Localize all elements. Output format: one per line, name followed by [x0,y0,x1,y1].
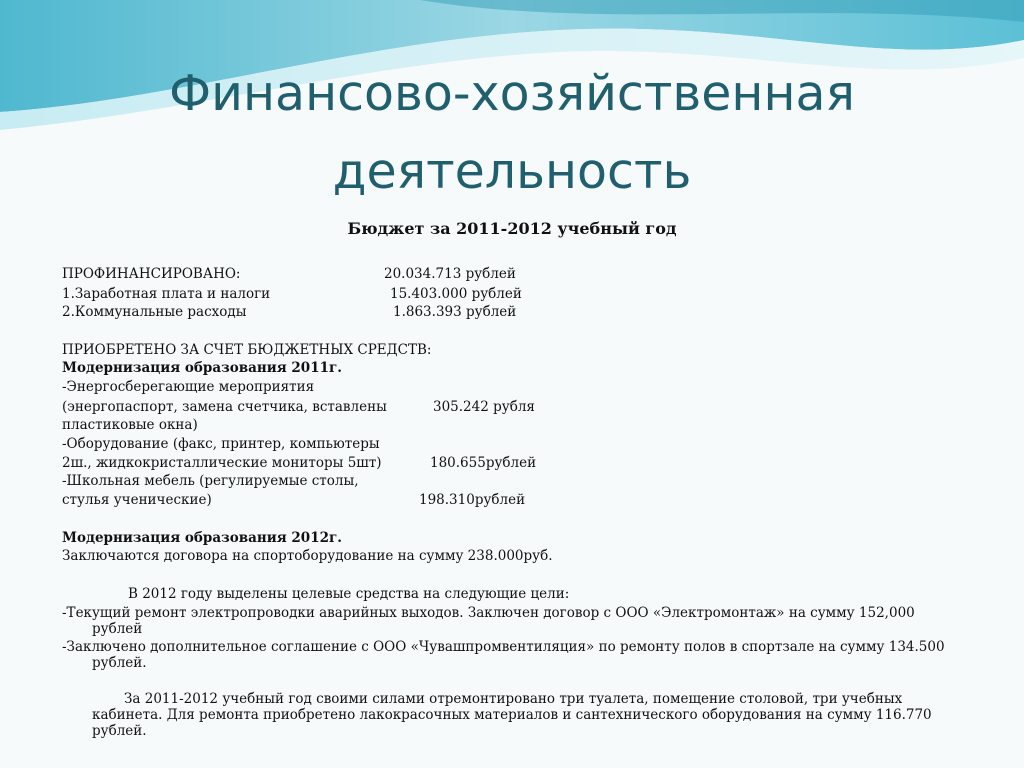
mod2011-heading: Модернизация образования 2011г. [62,360,342,376]
targeted-item2-cont: рублей. [92,655,147,671]
mod2012-heading: Модернизация образования 2012г. [62,530,342,546]
funding-item2-value: 1.863.393 рублей [393,304,517,320]
slide-subtitle: Бюджет за 2011-2012 учебный год [347,219,677,238]
targeted-item1-cont: рублей [92,621,143,637]
furniture-line2: стулья ученические) [62,492,212,508]
funding-item2-label: 2.Коммунальные расходы [62,304,247,320]
own-repair-line3: рублей. [92,723,147,739]
slide-title-line1: Финансово-хозяйственная [168,65,856,122]
equipment-line1: -Оборудование (факс, принтер, компьютеры [62,436,380,452]
energy-value: 305.242 рубля [433,399,535,415]
funding-item1-label: 1.Заработная плата и налоги [62,286,271,302]
furniture-line1: -Школьная мебель (регулируемые столы, [62,473,359,489]
slide-title-line2: деятельность [332,143,692,200]
targeted-intro: В 2012 году выделены целевые средства на следующие цели: [128,586,570,602]
mod2012-text: Заключаются договора на спортоборудование на сумму 238.000руб. [62,548,553,564]
targeted-item1: -Текущий ремонт электропроводки аварийных выходов. Заключен договор с ООО «Электромонтаж» на сумму 152,000 [62,605,915,621]
funding-total-value: 20.034.713 рублей [384,266,516,282]
funding-total-label: ПРОФИНАНСИРОВАНО: [62,266,241,282]
furniture-value: 198.310рублей [419,492,526,508]
energy-line3: пластиковые окна) [62,417,198,433]
purchases-header: ПРИОБРЕТЕНО ЗА СЧЕТ БЮДЖЕТНЫХ СРЕДСТВ: [62,342,432,358]
funding-item1-value: 15.403.000 рублей [390,286,522,302]
equipment-value: 180.655рублей [430,455,537,471]
targeted-item2: -Заключено дополнительное соглашение с ООО «Чувашпромвентиляция» по ремонту полов в спортзале на сумму 134.500 [62,639,945,655]
energy-line1: -Энергосберегающие мероприятия [62,379,315,395]
own-repair-line2: кабинета. Для ремонта приобретено лакокрасочных материалов и сантехнического оборудования на сумму 116.770 [92,707,932,723]
own-repair-line1: За 2011-2012 учебный год своими силами отремонтировано три туалета, помещение столовой, три учебных [124,691,903,707]
equipment-line2: 2ш., жидкокристаллические мониторы 5шт) [62,455,382,471]
energy-line2: (энергопаспорт, замена счетчика, вставлены [62,399,387,415]
